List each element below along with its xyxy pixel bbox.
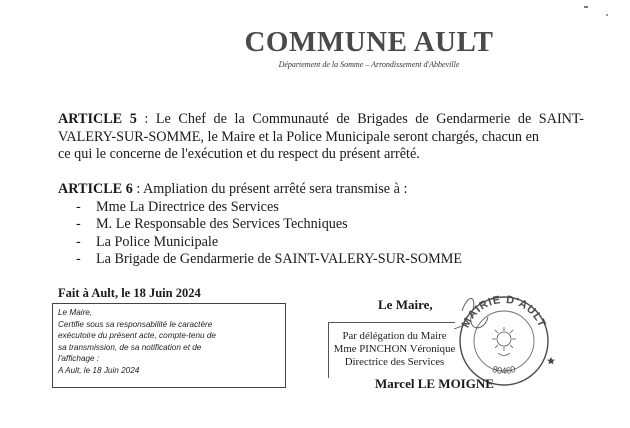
article-6 — [58, 181, 584, 269]
stamp-code: 80460 — [491, 363, 517, 376]
list-item: - Mme La Directrice des Services — [76, 199, 584, 217]
list-item: - La Police Municipale — [76, 234, 584, 252]
article-5-line-3: ce qui le concerne de l'exécution et du respect du présent arrêté. — [58, 146, 420, 162]
certification-box — [52, 303, 286, 388]
stamp-emblem-icon — [492, 327, 516, 356]
certification-line: sa transmission, de sa notification et de — [58, 342, 202, 352]
article-5-line-1: ARTICLE 5 : Le Chef de la Communauté de Brigades de Gendarmerie de SAINT- — [58, 111, 584, 127]
scan-mark — [584, 6, 588, 8]
list-item: - M. Le Responsable des Services Techniques — [76, 216, 584, 234]
certification-line: l'affichage : — [58, 354, 100, 364]
delegation-line: Par délégation du Maire — [342, 330, 447, 342]
article-6-heading: ARTICLE 6 — [58, 181, 133, 197]
mayor-title: Le Maire, — [378, 297, 433, 312]
article-6-intro-line: ARTICLE 6 : Ampliation du présent arrêté sera transmise à : — [58, 181, 408, 197]
stamp-text: MAIRIE D'AULT — [459, 293, 549, 330]
certification-line: A Ault, le 18 Juin 2024 — [58, 365, 140, 375]
article-5-line-2: VALERY-SUR-SOMME, le Maire et la Police Municipale seront chargés, chacun en — [58, 128, 539, 145]
certification-line: Certifie sous sa responsabilité le caractère — [58, 319, 213, 329]
place-and-date: Fait à Ault, le 18 Juin 2024 — [58, 286, 201, 300]
stamp-star-icon — [547, 357, 555, 364]
scan-mark — [606, 14, 608, 16]
certification-line: exécutoire du présent acte, compte-tenu de — [58, 331, 216, 341]
article-5-heading: ARTICLE 5 — [58, 111, 137, 127]
recipient-list — [58, 199, 584, 269]
document-title: COMMUNE AULT — [244, 26, 494, 58]
delegation-line: Directrice des Services — [344, 356, 445, 368]
document-subtitle: Département de la Somme – Arrondissement d'Abbeville — [278, 60, 460, 69]
article-5 — [58, 111, 584, 164]
delegation-line: Mme PINCHON Véronique — [333, 343, 456, 355]
signer-name: Marcel LE MOIGNE — [375, 376, 494, 391]
certification-line: Le Maire, — [58, 308, 93, 317]
svg-text:80460 — [491, 364, 517, 376]
list-item: - La Brigade de Gendarmerie de SAINT-VALERY-SUR-SOMME — [76, 251, 584, 269]
delegation-block — [322, 330, 467, 369]
